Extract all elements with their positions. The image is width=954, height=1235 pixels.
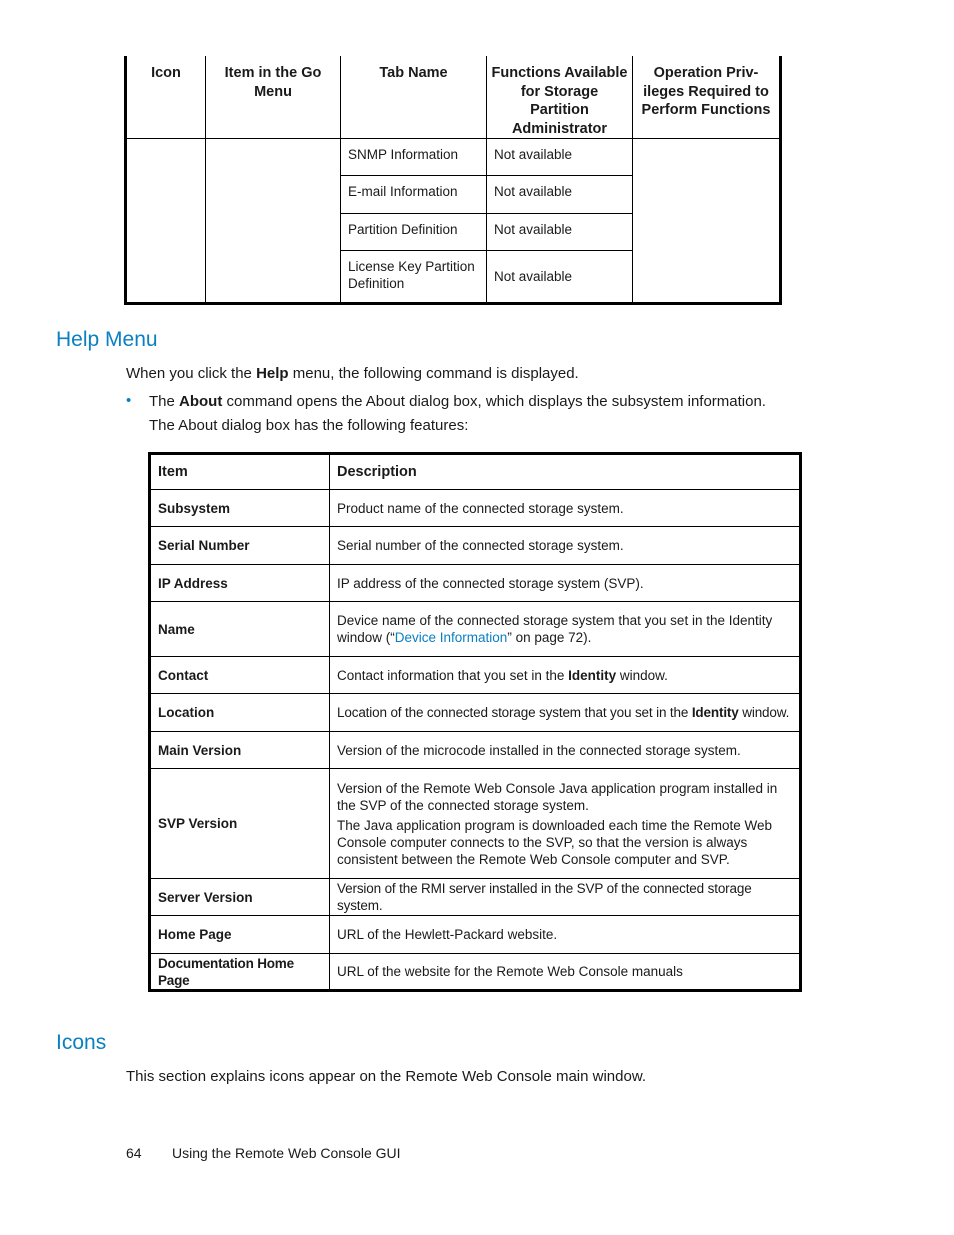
column-header-icon: Icon — [126, 56, 206, 139]
table-row — [150, 602, 801, 657]
text-span: window. — [738, 705, 790, 720]
item-cell: Subsystem — [150, 490, 330, 527]
description-cell — [330, 769, 801, 879]
function-cell: Not available — [487, 176, 633, 214]
column-header-description: Description — [330, 454, 801, 490]
about-bullet-text — [149, 392, 766, 412]
item-cell: SVP Version — [150, 769, 330, 879]
text-span: Location of the connected storage system that you set in the — [337, 705, 692, 720]
table-header-row — [126, 56, 781, 139]
text-span: command opens the About dialog box, which displays the subsystem information. — [222, 393, 766, 410]
footer-title: Using the Remote Web Console GUI — [172, 1145, 401, 1161]
identity-term: Identity — [568, 667, 617, 683]
column-header-go-menu-item: Item in the Go Menu — [206, 56, 341, 139]
description-cell: Serial number of the connected storage system. — [330, 527, 801, 565]
item-cell: Contact — [150, 657, 330, 694]
section-heading-icons: Icons — [56, 1031, 107, 1054]
description-paragraph: Version of the Remote Web Console Java application program installed in the SVP of the connected storage system. — [337, 780, 778, 813]
text-span: window. — [616, 667, 668, 683]
description-cell: Version of the RMI server installed in the SVP of the connected storage system. — [330, 879, 801, 916]
text-span: menu, the following command is displayed. — [288, 365, 579, 382]
table-header-row — [150, 454, 801, 490]
bullet-icon: • — [126, 392, 132, 409]
column-header-operation-privileges: Operation Priv- ileges Required to Perform Functions — [633, 56, 781, 139]
description-cell: URL of the website for the Remote Web Console manuals — [330, 954, 801, 991]
item-cell: IP Address — [150, 565, 330, 602]
description-cell: Version of the microcode installed in the connected storage system. — [330, 732, 801, 769]
table-row — [150, 954, 801, 991]
column-header-functions-available: Functions Available for Storage Partition Administrator — [487, 56, 633, 139]
text-span: ” on page 72). — [507, 630, 592, 645]
table-row — [150, 732, 801, 769]
table-row — [150, 879, 801, 916]
about-dialog-table — [148, 452, 802, 992]
table-row — [150, 490, 801, 527]
table-row — [150, 527, 801, 565]
text-span: Contact information that you set in the — [337, 667, 569, 683]
tab-name-cell: SNMP Information — [341, 139, 487, 176]
item-cell: Location — [150, 694, 330, 732]
table-row — [150, 916, 801, 954]
help-intro-text — [126, 364, 579, 384]
column-header-tab-name: Tab Name — [341, 56, 487, 139]
icons-intro-text: This section explains icons appear on the Remote Web Console main window. — [126, 1068, 647, 1085]
description-cell — [330, 657, 801, 694]
item-cell: Home Page — [150, 916, 330, 954]
function-cell: Not available — [487, 139, 633, 176]
tab-name-cell: Partition Definition — [341, 214, 487, 251]
description-cell — [330, 694, 801, 732]
description-paragraph: The Java application program is downloaded each time the Remote Web Console computer connects to the SVP, so that the version is always consistent between the Remote Web Console computer and SVP. — [337, 817, 772, 867]
text-span: The — [149, 393, 180, 410]
item-cell: Documentation Home Page — [150, 954, 330, 991]
go-menu-item-cell — [206, 139, 341, 304]
identity-term: Identity — [691, 705, 739, 720]
tab-name-cell: License Key Partition Definition — [341, 251, 487, 304]
device-information-link[interactable]: Device Information — [394, 630, 508, 645]
description-cell — [330, 602, 801, 657]
tab-name-cell: E-mail Information — [341, 176, 487, 214]
help-menu-term: Help — [256, 365, 289, 382]
text-span: Device name of the connected storage system that you set in the Identity window (“ — [337, 613, 773, 645]
description-cell: IP address of the connected storage system (SVP). — [330, 565, 801, 602]
table-row — [126, 139, 781, 176]
section-heading-help-menu: Help Menu — [56, 328, 158, 351]
description-cell: Product name of the connected storage system. — [330, 490, 801, 527]
table-row — [150, 769, 801, 879]
page-number: 64 — [126, 1145, 142, 1161]
column-header-item: Item — [150, 454, 330, 490]
description-cell: URL of the Hewlett-Packard website. — [330, 916, 801, 954]
item-cell: Name — [150, 602, 330, 657]
icon-cell — [126, 139, 206, 304]
item-cell: Server Version — [150, 879, 330, 916]
item-cell: Serial Number — [150, 527, 330, 565]
about-command-term: About — [179, 393, 223, 410]
item-cell: Main Version — [150, 732, 330, 769]
go-menu-table — [124, 56, 782, 305]
text-span: When you click the — [126, 365, 257, 382]
function-cell: Not available — [487, 214, 633, 251]
privileges-cell — [633, 139, 781, 304]
about-bullet-continuation: The About dialog box has the following features: — [149, 417, 469, 434]
table-row — [150, 657, 801, 694]
table-row — [150, 565, 801, 602]
table-row — [150, 694, 801, 732]
function-cell: Not available — [487, 251, 633, 304]
